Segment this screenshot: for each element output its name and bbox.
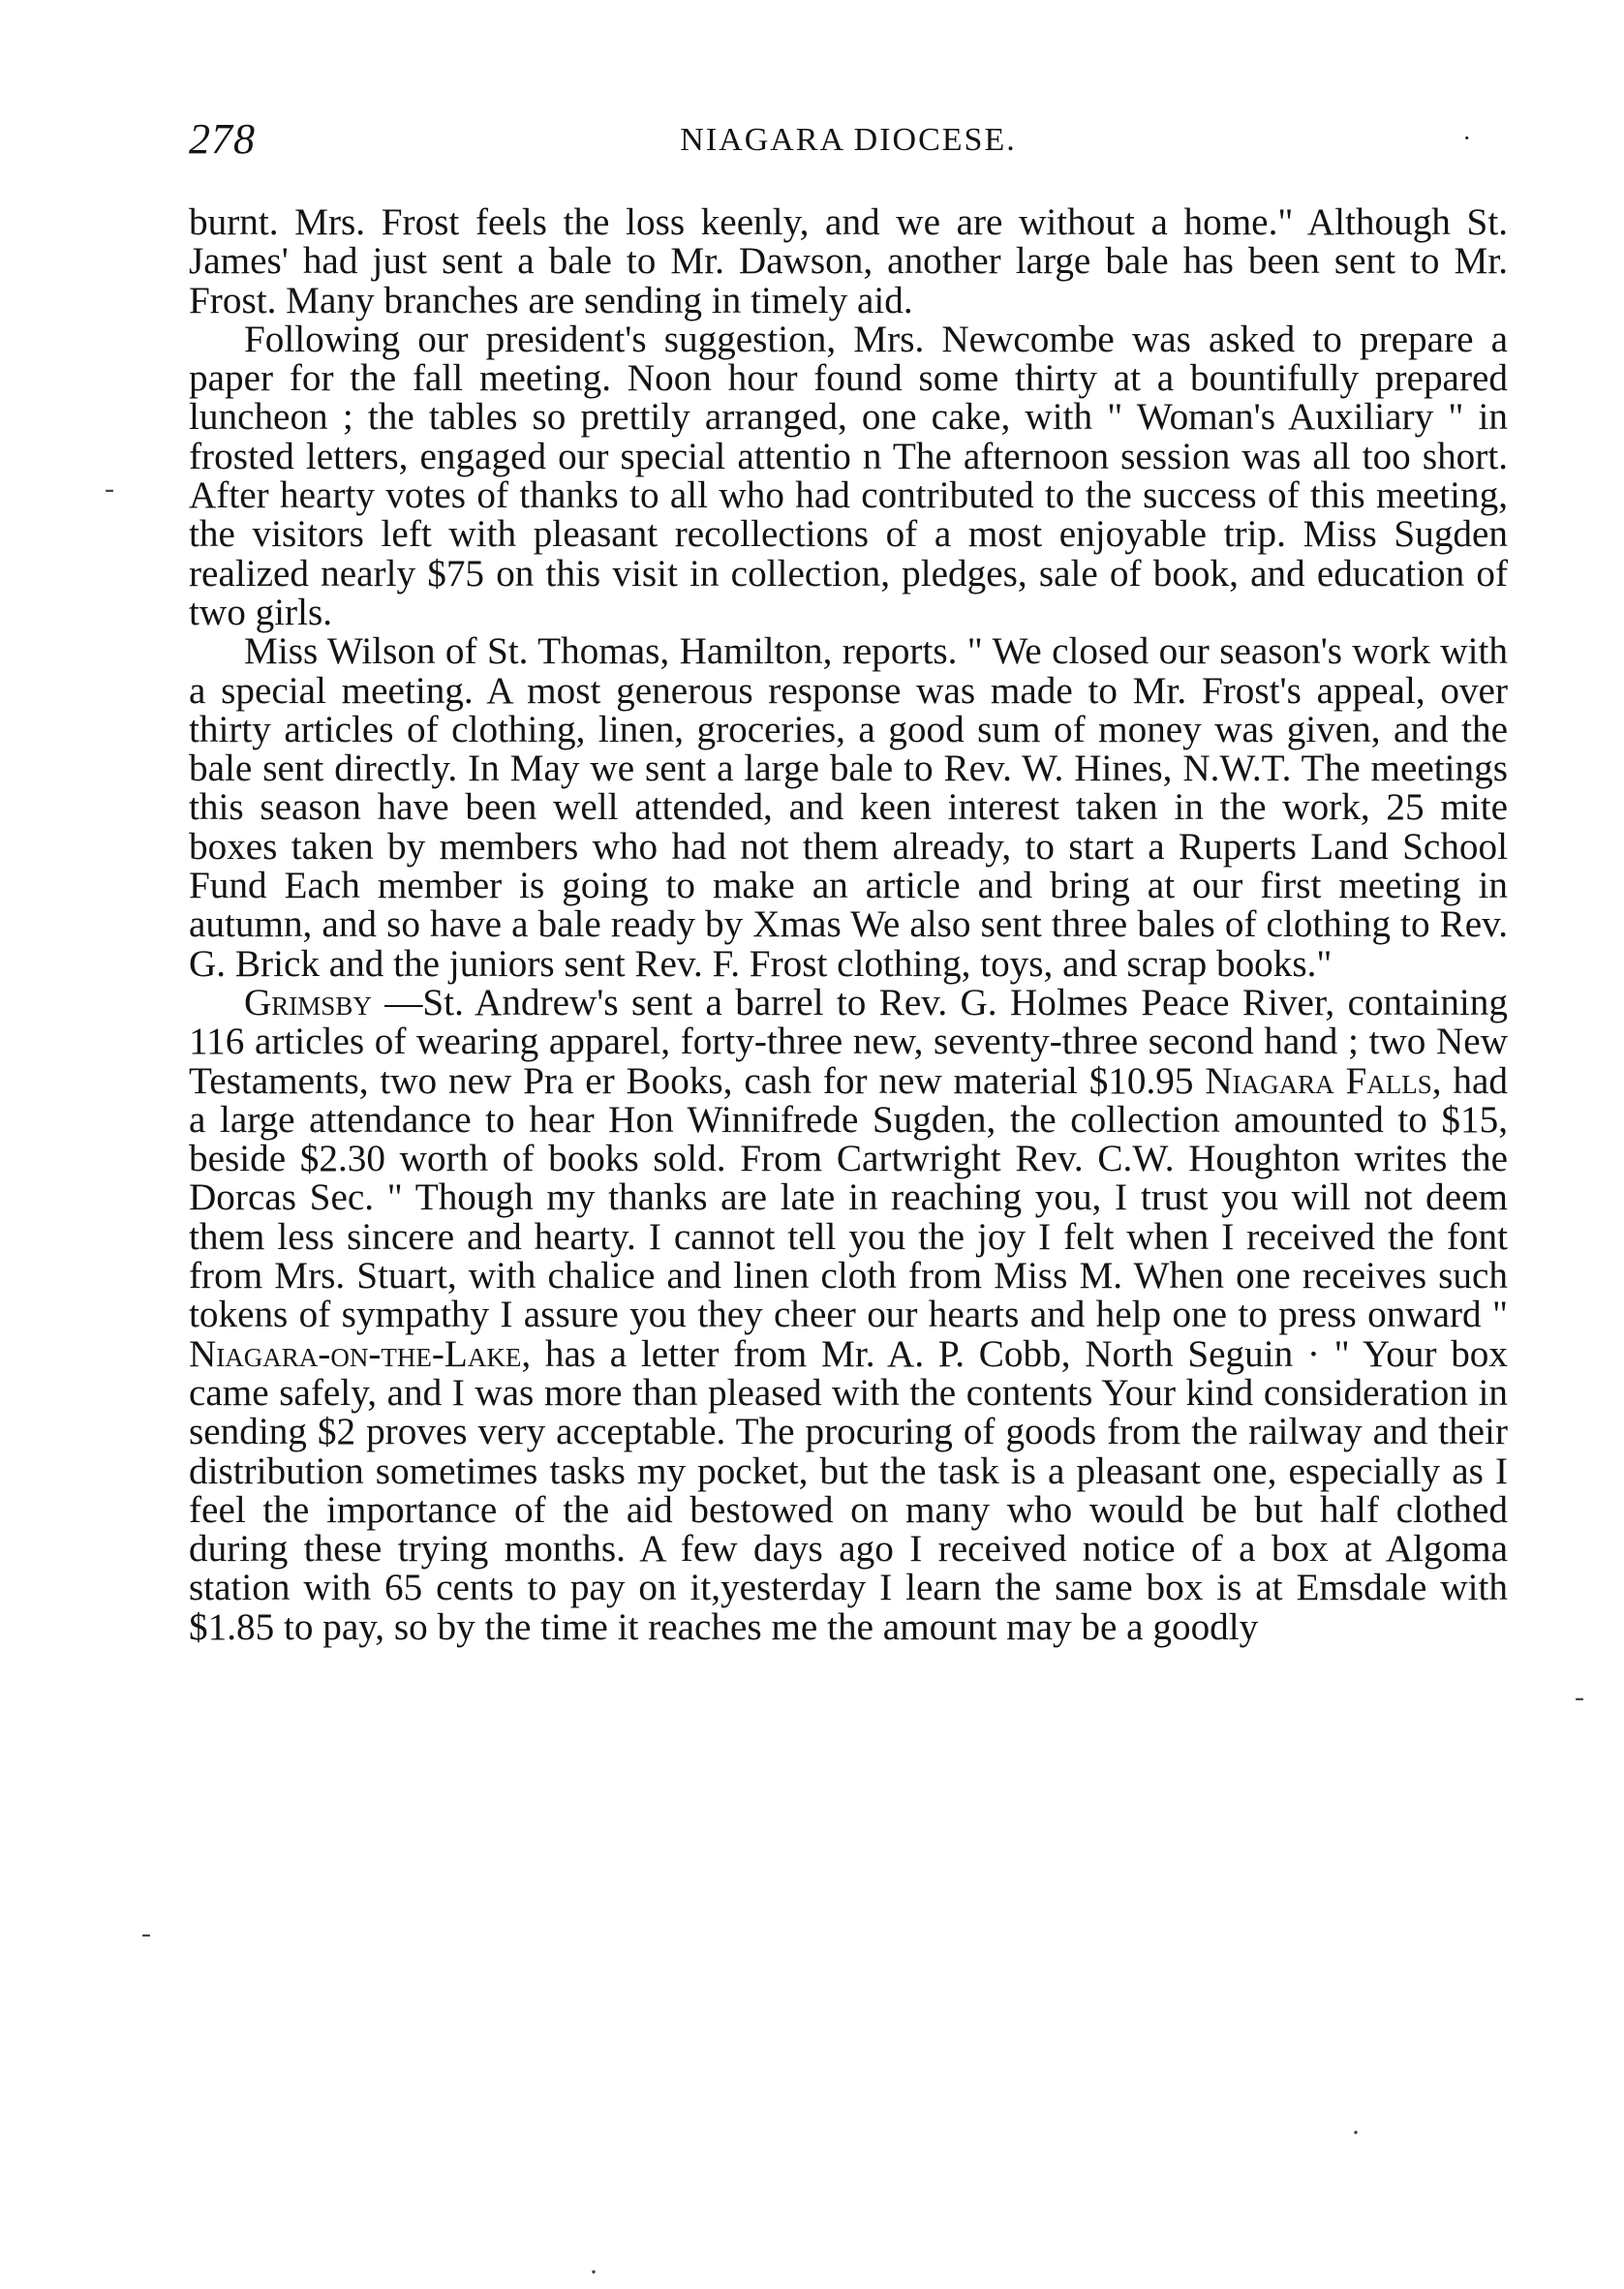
paragraph-2: Following our president's suggestion, Mrs. Newcombe was asked to prepare a paper for the fall meeting. Noon hour found some thirty at a bountifully prepared luncheon ; the tables so prettily arranged, one cake, with " Woman's Auxiliary " in frosted letters, engaged our special attentio n The afternoon session was all too short. After hearty votes of thanks to all who had contributed to the success of this meeting, the visitors left with pleasant recollections of a most enjoyable trip. Miss Sugden realized nearly $75 on this visit in collection, pledges, sale of book, and education of two girls. (189, 318, 1508, 633)
header-dot-mark: · (1462, 124, 1471, 152)
margin-dash-mark: - (1575, 1681, 1584, 1713)
paragraph-1: burnt. Mrs. Frost feels the loss keenly, and we are without a home." Although St. James' had just sent a bale to Mr. Dawson, another large bale has been sent to Mr. Frost. Many branches are sending in timely aid. (189, 201, 1508, 321)
paragraph-4-part-3: , has a letter from Mr. A. P. Cobb, North Seguin · " Your box came safely, and I was more than pleased with the contents Your kind consideration in sending $2 proves very acceptable. The procuring of goods from the railway and their distribution sometimes tasks my pocket, but the task is a pleasant one, especially as I feel the importance of the aid bestowed on many who would be but half clothed during these trying months. A few days ago I received notice of a box at Algoma station with 65 cents to pay on it,yesterday I learn the same box is at Emsdale with $1.85 to pay, so by the time it reaches me the amount may be a goodly (189, 1332, 1508, 1648)
paragraph-3: Miss Wilson of St. Thomas, Hamilton, reports. " We closed our season's work with a special meeting. A most generous response was made to Mr. Frost's appeal, over thirty articles of clothing, linen, groceries, a good sum of money was given, and the bale sent directly. In May we sent a large bale to Rev. W. Hines, N.W.T. The meetings this season have been well attended, and keen interest taken in the work, 25 mite boxes taken by members who had not them already, to start a Ruperts Land School Fund Each member is going to make an article and bring at our first meeting in autumn, and so have a bale ready by Xmas We also sent three bales of clothing to Rev. G. Brick and the juniors sent Rev. F. Frost clothing, toys, and scrap books." (189, 630, 1508, 985)
paragraph-4-part-2: , had a large attendance to hear Hon Winnifrede Sugden, the collection amounted to $15, beside $2.30 worth of books sold. From Cartwright Rev. C.W. Houghton writes the Dorcas Sec. " Though my thanks are late in reaching you, I trust you will not deem them less sincere and hearty. I cannot tell you the joy I felt when I received the font from Mrs. Stuart, with chalice and linen cloth from Miss M. When one receives such tokens of sympathy I assure you they cheer our hearts and help one to press onward " (189, 1059, 1508, 1336)
paragraph-4-part-1: —St. Andrew's sent a barrel to Rev. G. Holmes Peace River, containing 116 articles of wearing apparel, forty-three new, seventy-three second hand ; two New Testaments, two new Pra er Books, cash for new material $10.95 (189, 981, 1508, 1102)
page-number: 278 (189, 115, 256, 163)
margin-dash-mark: - (105, 473, 114, 504)
running-head: NIAGARA DIOCESE. (680, 122, 1017, 158)
place-name-niagara-on-the-lake: Niagara-on-the-Lake (189, 1332, 522, 1375)
body-text (189, 203, 1508, 1647)
place-name-niagara-falls: Niagara Falls (1205, 1059, 1432, 1102)
page-header (189, 114, 1508, 182)
margin-dot-mark: · (1351, 2117, 1361, 2149)
place-name-grimsby: Grimsby (244, 981, 372, 1023)
paragraph-4 (189, 981, 1508, 1648)
margin-dash-mark: - (141, 1917, 151, 1949)
margin-dot-mark: · (589, 2256, 598, 2288)
document-page (189, 114, 1508, 1647)
